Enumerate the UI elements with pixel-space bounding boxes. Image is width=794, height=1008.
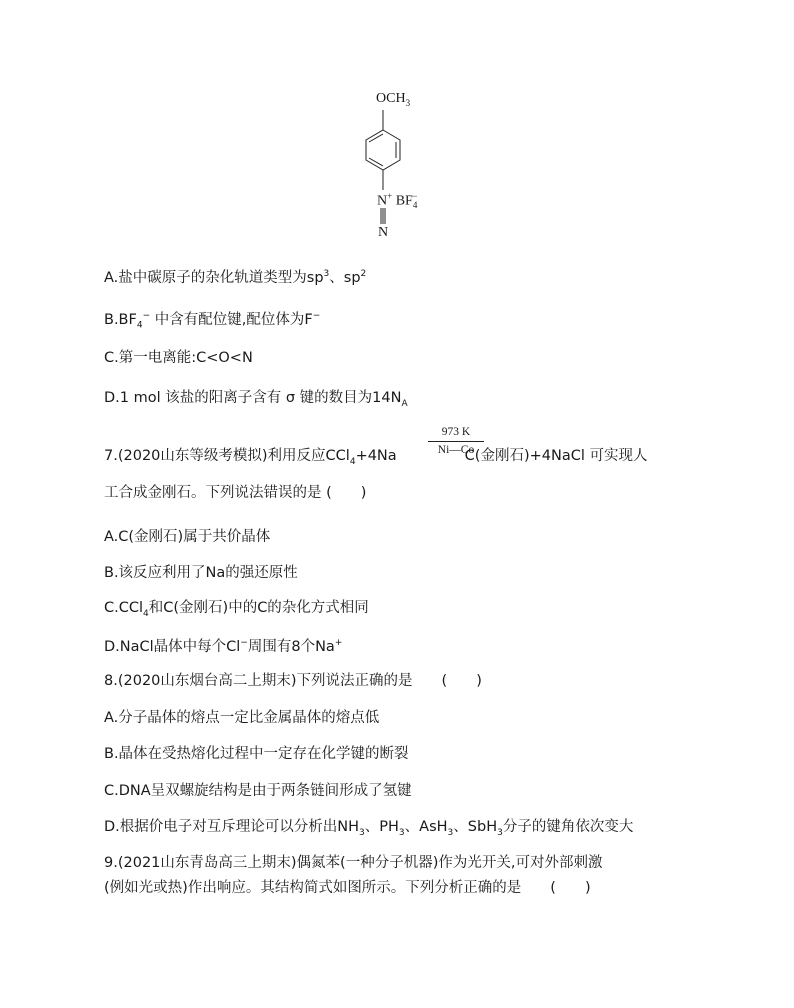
q6-b-text1: B.BF [104, 311, 137, 328]
q7-option-d [104, 633, 342, 657]
q7-stem-line1 [104, 446, 647, 472]
q7-option-c [104, 598, 369, 624]
n-plus-text: N [377, 193, 388, 209]
q6-a-text2: 、sp [329, 269, 361, 286]
q6-b-sup2: − [312, 311, 321, 321]
q6-b-sub1: 4 [136, 320, 143, 331]
q7-line1-b: +4Na [355, 448, 397, 464]
reaction-arrow-bar [428, 441, 484, 442]
q8-option-d [104, 817, 633, 843]
q7-c-b: 和C(金刚石)中的C的杂化方式相同 [148, 600, 369, 616]
q7-c-a: C.CCl [104, 600, 144, 616]
q7-option-b: B.该反应利用了Na的强还原性 [104, 565, 298, 581]
anion-sup: − [412, 191, 418, 201]
q6-b-text2: 中含有配位键,配位体为F [150, 311, 313, 328]
molecule-structure [340, 88, 460, 248]
q6-a-text1: A.盐中碳原子的杂化轨道类型为sp [104, 269, 324, 286]
q7-line1-sub: 4 [349, 456, 356, 467]
q8-d-e: 分子的键角依次变大 [502, 819, 634, 835]
q8-stem: 8.(2020山东烟台高二上期末)下列说法正确的是 ( ) [104, 673, 482, 689]
q8-option-a: A.分子晶体的熔点一定比金属晶体的熔点低 [104, 710, 380, 726]
q8-option-c: C.DNA呈双螺旋结构是由于两条链间形成了氢键 [104, 783, 412, 799]
benzene-ring-drawing [340, 88, 460, 248]
methoxy-text: OCH [376, 91, 406, 106]
q7-line1-c: C(金刚石)+4NaCl 可实现人 [464, 448, 648, 464]
q8-d-c: 、AsH [404, 819, 448, 835]
q7-line1-a: 7.(2020山东等级考模拟)利用反应CCl [104, 448, 350, 464]
plus-sign: + [387, 191, 393, 201]
condition-temperature: 973 K [441, 426, 471, 438]
q8-d-s3: 3 [447, 827, 454, 838]
methoxy-sub: 3 [405, 97, 411, 108]
q6-b-sup1: − [142, 311, 151, 321]
q6-d-sub: A [401, 398, 408, 409]
anion-sub: 4 [412, 200, 418, 211]
reaction-condition [426, 424, 486, 464]
q8-d-s1: 3 [359, 827, 365, 838]
q6-a-sup1: 3 [323, 269, 330, 279]
q6-option-a [104, 264, 366, 288]
q8-d-d: 、SbH [453, 819, 498, 835]
q8-d-s2: 3 [398, 827, 405, 838]
q9-stem-line2: (例如光或热)作出响应。其结构简式如图所示。下列分析正确的是 ( ) [104, 880, 591, 896]
q7-stem-line2: 工合成金刚石。下列说法错误的是 ( ) [104, 485, 367, 501]
q7-d-sup1: − [240, 638, 248, 648]
q7-d-sup2: + [334, 638, 343, 648]
q7-d-b: 周围有8个Na [247, 638, 335, 655]
anion-text: BF [395, 193, 413, 209]
q6-a-sup2: 2 [360, 269, 367, 279]
q7-d-a: D.NaCl晶体中每个Cl [104, 638, 241, 655]
diazonium-label [377, 191, 417, 210]
q6-d-text: D.1 mol 该盐的阳离子含有 σ 键的数目为14N [104, 390, 402, 406]
q8-option-b: B.晶体在受热熔化过程中一定存在化学键的断裂 [104, 746, 409, 762]
q6-option-b [104, 306, 320, 336]
q7-c-sub: 4 [143, 608, 149, 619]
q7-option-a: A.C(金刚石)属于共价晶体 [104, 529, 271, 545]
q6-option-d [104, 388, 408, 414]
q9-stem-line1: 9.(2021山东青岛高三上期末)偶氮苯(一种分子机器)作为光开关,可对外部刺激 [104, 855, 603, 871]
condition-catalyst: Ni—Co [437, 444, 475, 456]
q8-d-a: D.根据价电子对互斥理论可以分析出NH [104, 819, 360, 835]
q8-d-s4: 3 [497, 827, 503, 838]
q8-d-b: 、PH [364, 819, 399, 835]
q6-option-c: C.第一电离能:C<O<N [104, 350, 253, 366]
n-bottom-text: N [378, 225, 389, 240]
